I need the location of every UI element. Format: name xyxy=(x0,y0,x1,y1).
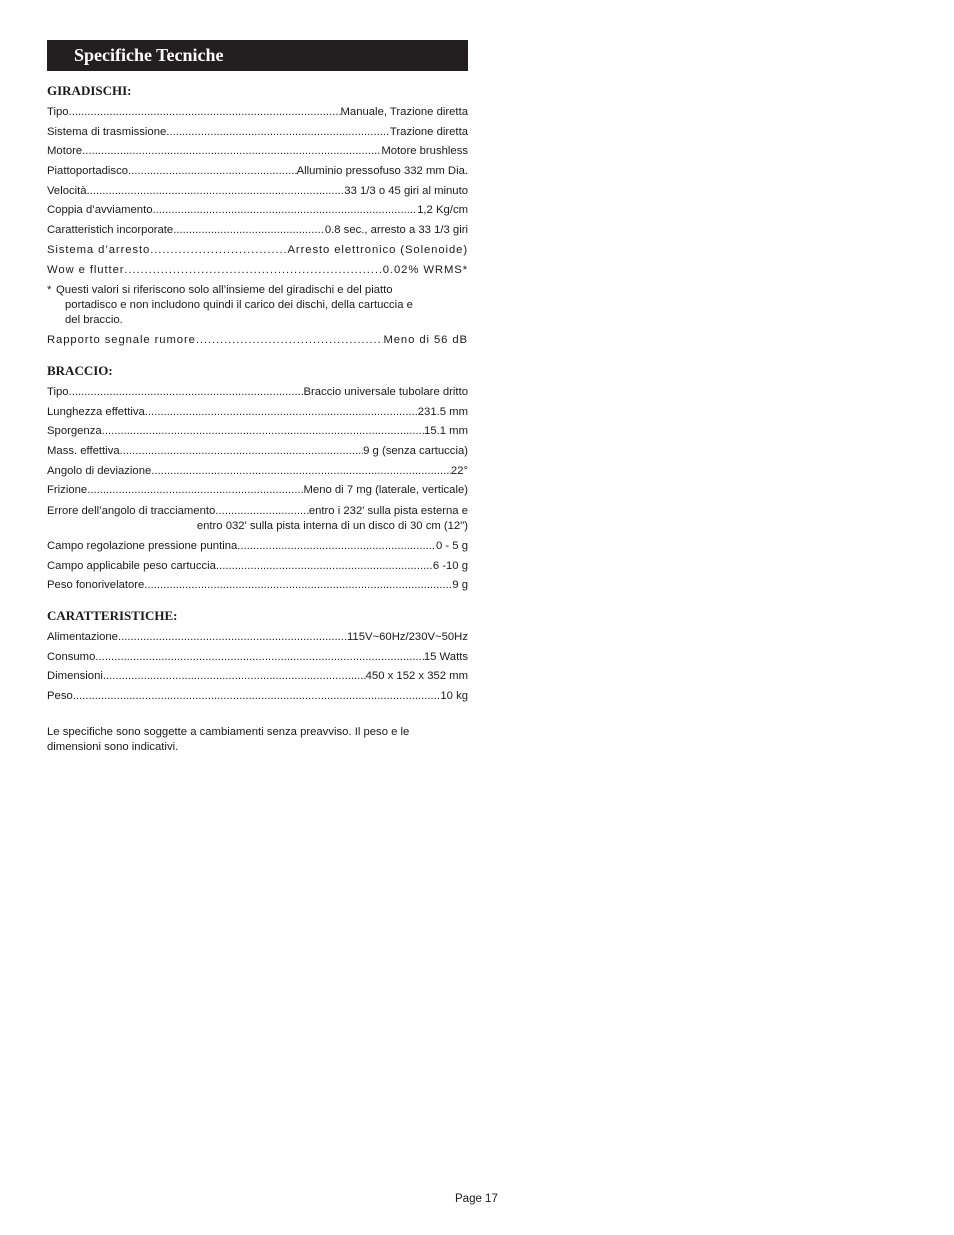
spec-label: Sistema di trasmissione xyxy=(47,125,167,138)
spec-label: Motore xyxy=(47,145,83,158)
spec-label: Piattoportadisco xyxy=(47,165,129,178)
spec-row xyxy=(47,403,468,423)
spec-row xyxy=(47,667,468,687)
dot-leader xyxy=(216,557,433,577)
spec-value: Motore brushless xyxy=(381,145,468,158)
spec-row xyxy=(47,182,468,202)
spec-row xyxy=(47,103,468,123)
spec-row xyxy=(47,383,468,403)
page-number: Page 17 xyxy=(455,1193,498,1205)
spec-value: 1,2 Kg/cm xyxy=(417,204,468,217)
footnote-line: del braccio. xyxy=(65,314,123,327)
spec-value: 450 x 152 x 352 mm xyxy=(365,670,468,683)
spec-row xyxy=(47,331,468,351)
disclaimer-line: dimensioni sono indicativi. xyxy=(47,740,179,753)
spec-row xyxy=(47,687,468,707)
dot-leader xyxy=(69,383,304,403)
spec-value: 10 kg xyxy=(440,690,468,703)
spec-label: Campo applicabile peso cartuccia xyxy=(47,559,216,572)
spec-row xyxy=(47,628,468,648)
spec-label: Peso xyxy=(47,690,73,703)
spec-label: Wow e flutter xyxy=(47,263,125,276)
dot-leader xyxy=(151,462,451,482)
spec-label: Tipo xyxy=(47,385,69,398)
spec-row xyxy=(47,462,468,482)
spec-value: 0 - 5 g xyxy=(435,540,468,552)
dot-leader xyxy=(153,201,418,221)
spec-column xyxy=(47,40,468,755)
footnote-text xyxy=(56,283,468,328)
spec-row xyxy=(47,123,468,143)
dot-leader xyxy=(87,182,345,202)
dot-leader xyxy=(150,241,287,261)
spec-row xyxy=(47,557,468,577)
dot-leader xyxy=(173,221,325,241)
spec-value-continuation: entro 032' sulla pista interna di un disco di 30 cm (12") xyxy=(196,520,468,532)
spec-value: Meno di 56 dB xyxy=(383,334,468,347)
spec-row xyxy=(47,422,468,442)
disclaimer-line: Le specifiche sono soggette a cambiamenti senza preavviso. Il peso e le xyxy=(47,725,410,738)
spec-label: Dimensioni xyxy=(47,670,103,683)
spec-row xyxy=(47,442,468,462)
spec-row xyxy=(47,481,468,501)
dot-leader xyxy=(215,504,309,519)
spec-value: 33 1/3 o 45 giri al minuto xyxy=(344,184,468,197)
spec-label: Sistema d’arresto xyxy=(47,243,151,256)
spec-row xyxy=(47,162,468,182)
spec-row xyxy=(47,142,468,162)
spec-value: 22° xyxy=(450,464,468,477)
footnote-marker: * xyxy=(47,284,52,297)
spec-label: Lunghezza effettiva xyxy=(47,405,145,418)
dot-leader xyxy=(73,687,441,707)
spec-label: Campo regolazione pressione puntina xyxy=(47,540,238,552)
section-heading-giradischi: GIRADISCHI: xyxy=(47,83,132,98)
dot-leader xyxy=(237,537,436,557)
spec-label: Alimentazione xyxy=(47,631,118,644)
dot-leader xyxy=(82,142,381,162)
spec-label: Angolo di deviazione xyxy=(47,464,152,477)
spec-value: 115V~60Hz/230V~50Hz xyxy=(346,631,468,644)
spec-value: 0.02% WRMS* xyxy=(382,263,468,276)
spec-row xyxy=(47,537,468,557)
disclaimer-text xyxy=(47,725,468,755)
spec-value: 231.5 mm xyxy=(417,405,468,418)
spec-label: Mass. effettiva xyxy=(47,444,120,457)
spec-label: Consumo xyxy=(47,650,96,663)
spec-row xyxy=(47,241,468,261)
spec-row xyxy=(47,648,468,668)
footnote-line: portadisco e non includono quindi il carico dei dischi, della cartuccia e xyxy=(65,299,413,312)
spec-row xyxy=(47,221,468,241)
spec-label: Coppia d’avviamento xyxy=(47,204,153,217)
spec-value: 15.1 mm xyxy=(424,425,468,438)
spec-label: Rapporto segnale rumore xyxy=(47,334,196,347)
spec-row xyxy=(47,201,468,221)
spec-label: Caratteristich incorporate xyxy=(47,224,174,237)
dot-leader xyxy=(145,403,418,423)
spec-value: Manuale, Trazione diretta xyxy=(340,106,468,118)
dot-leader xyxy=(118,628,347,648)
spec-value: 9 g xyxy=(452,579,468,592)
spec-row xyxy=(47,261,468,281)
spec-value: 0.8 sec., arresto a 33 1/3 giri xyxy=(324,224,468,237)
footnote xyxy=(47,283,468,328)
spec-value: Braccio universale tubolare dritto xyxy=(303,385,468,398)
footnote-line: Questi valori si riferiscono solo all’insieme del giradischi e del piatto xyxy=(56,284,393,297)
section-heading-caratteristiche: CARATTERISTICHE: xyxy=(47,608,178,624)
dot-leader xyxy=(103,667,366,687)
dot-leader xyxy=(69,103,341,123)
dot-leader xyxy=(128,162,297,182)
section-heading-braccio: BRACCIO: xyxy=(47,362,113,378)
dot-leader xyxy=(196,331,384,351)
dot-leader xyxy=(95,648,423,668)
spec-label: Frizione xyxy=(47,484,88,497)
spec-label: Tipo xyxy=(47,106,69,118)
spec-label: Sporgenza xyxy=(47,425,102,438)
spec-row-line xyxy=(47,504,468,519)
spec-value: Arresto elettronico (Solenoide) xyxy=(287,243,468,256)
dot-leader xyxy=(102,422,424,442)
spec-value: 15 Watts xyxy=(423,650,468,663)
spec-label: Velocità xyxy=(47,184,87,197)
page-title: Specifiche Tecniche xyxy=(47,40,468,71)
spec-value: Meno di 7 mg (laterale, verticale) xyxy=(303,484,468,497)
dot-leader xyxy=(166,123,390,143)
spec-value: Alluminio pressofuso 332 mm Dia. xyxy=(296,165,468,178)
spec-row-multiline xyxy=(47,504,468,534)
spec-value: entro i 232' sulla pista esterna e xyxy=(308,505,468,517)
dot-leader xyxy=(87,481,303,501)
spec-value: 9 g (senza cartuccia) xyxy=(363,444,468,457)
spec-row xyxy=(47,576,468,596)
dot-leader xyxy=(144,576,452,596)
spec-label: Errore dell’angolo di tracciamento xyxy=(47,505,216,517)
spec-value: Trazione diretta xyxy=(389,125,468,138)
dot-leader xyxy=(120,442,364,462)
spec-label: Peso fonorivelatore xyxy=(47,579,145,592)
dot-leader xyxy=(124,261,382,281)
spec-value: 6 -10 g xyxy=(432,559,468,572)
